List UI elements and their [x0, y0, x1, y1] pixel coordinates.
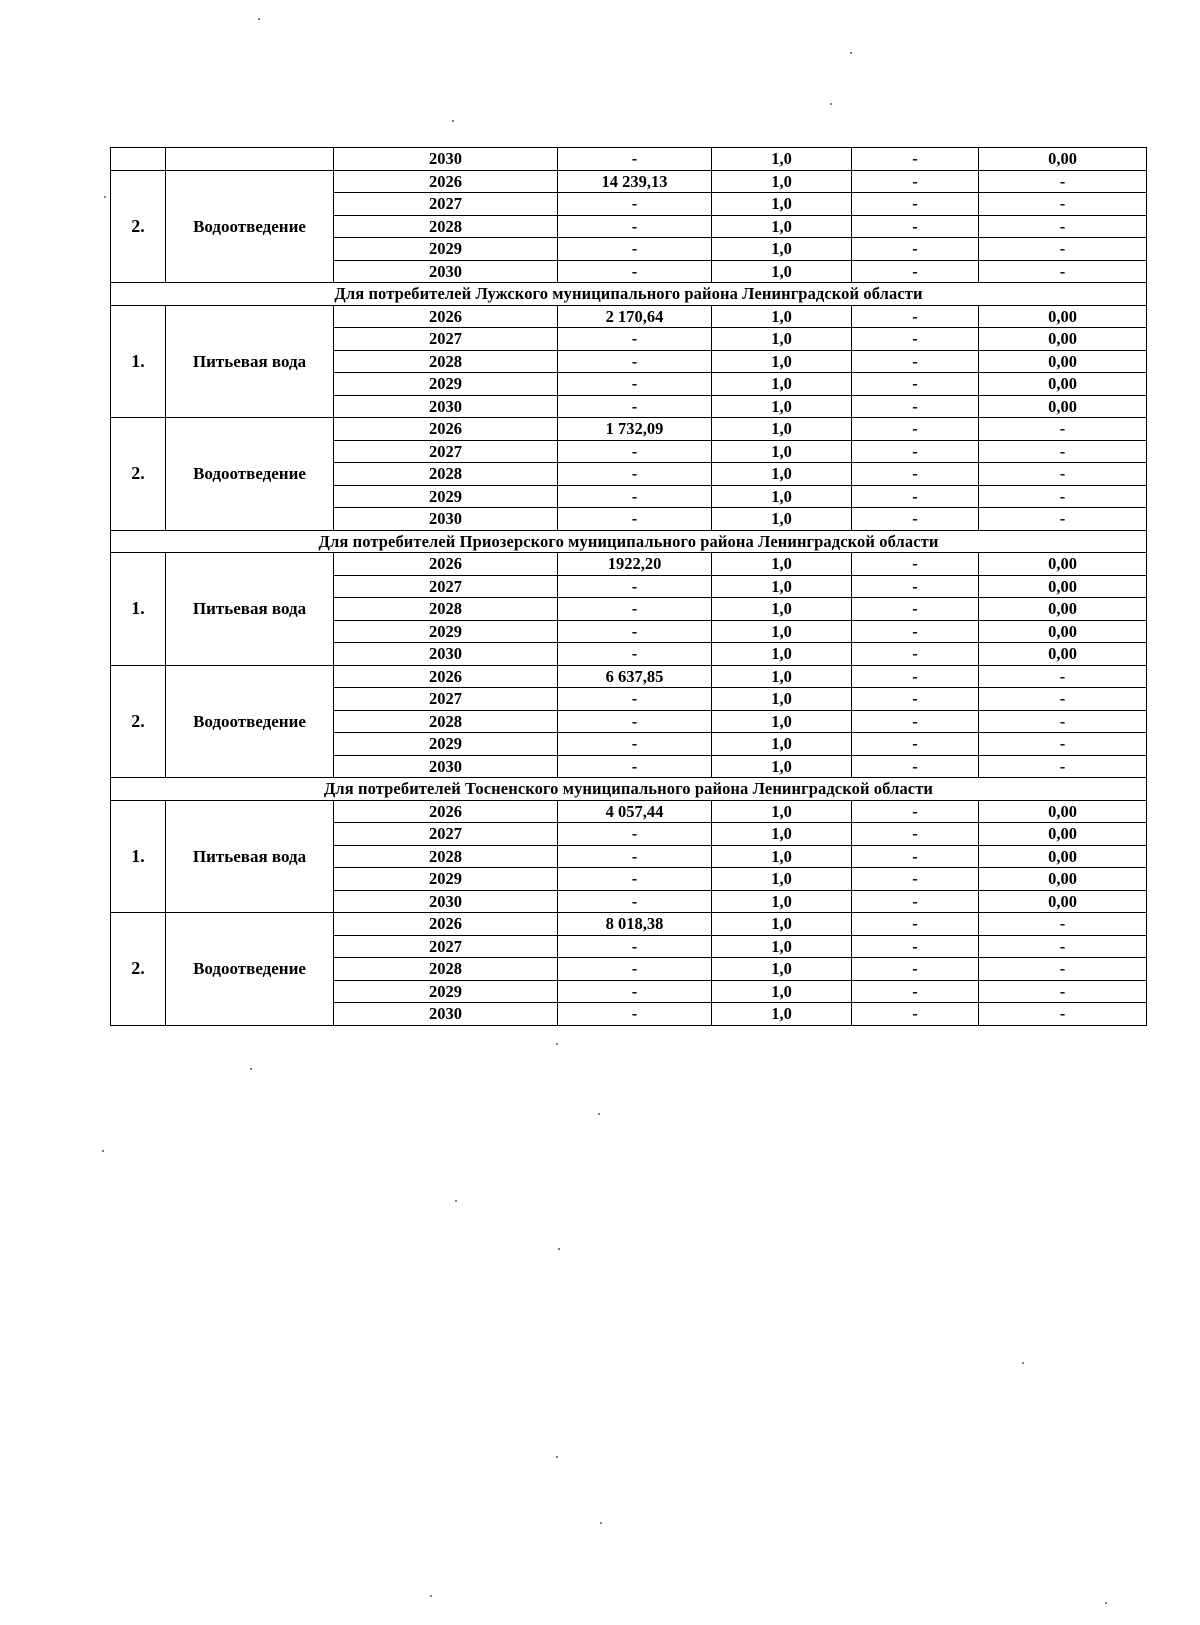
- year-cell: 2030: [334, 395, 558, 418]
- value-cell-c4: 0,00: [979, 373, 1147, 396]
- year-cell: 2029: [334, 868, 558, 891]
- value-cell-c1: -: [558, 980, 712, 1003]
- value-cell-c1: -: [558, 260, 712, 283]
- value-cell-c4: 0,00: [979, 575, 1147, 598]
- scan-speck: [1105, 1602, 1107, 1604]
- value-cell-c1: -: [558, 485, 712, 508]
- value-cell-c4: -: [979, 193, 1147, 216]
- value-cell-c2: 1,0: [712, 845, 852, 868]
- value-cell-c1: -: [558, 215, 712, 238]
- value-cell-c4: 0,00: [979, 823, 1147, 846]
- value-cell-c1: -: [558, 688, 712, 711]
- value-cell-c1: -: [558, 395, 712, 418]
- year-cell: 2029: [334, 733, 558, 756]
- year-cell: 2026: [334, 305, 558, 328]
- value-cell-c1: -: [558, 463, 712, 486]
- year-cell: 2027: [334, 935, 558, 958]
- table-row: [111, 665, 1147, 688]
- value-cell-c4: -: [979, 980, 1147, 1003]
- value-cell-c3: -: [852, 755, 979, 778]
- value-cell-c4: -: [979, 733, 1147, 756]
- value-cell-c1: -: [558, 935, 712, 958]
- value-cell-c2: 1,0: [712, 733, 852, 756]
- section-header-row: [111, 530, 1147, 553]
- value-cell-c4: 0,00: [979, 553, 1147, 576]
- value-cell-c3: -: [852, 463, 979, 486]
- value-cell-c3: -: [852, 170, 979, 193]
- value-cell-c2: 1,0: [712, 440, 852, 463]
- value-cell-c3: -: [852, 935, 979, 958]
- value-cell-c3: -: [852, 395, 979, 418]
- value-cell-c3: -: [852, 440, 979, 463]
- item-number: 1.: [111, 553, 166, 666]
- table-row: [111, 553, 1147, 576]
- value-cell-c3: -: [852, 823, 979, 846]
- value-cell-c3: -: [852, 350, 979, 373]
- service-name: Водоотведение: [166, 418, 334, 531]
- year-cell: 2026: [334, 913, 558, 936]
- scan-speck: [556, 1456, 558, 1458]
- value-cell-c1: -: [558, 328, 712, 351]
- tariff-table: [110, 147, 1147, 1026]
- year-cell: 2030: [334, 260, 558, 283]
- table-row: [111, 913, 1147, 936]
- value-cell-c1: -: [558, 890, 712, 913]
- value-cell-c2: 1,0: [712, 620, 852, 643]
- value-cell-c3: -: [852, 508, 979, 531]
- year-cell: 2028: [334, 958, 558, 981]
- value-cell-c2: 1,0: [712, 418, 852, 441]
- value-cell-c1: -: [558, 440, 712, 463]
- value-cell-c4: -: [979, 1003, 1147, 1026]
- year-cell: 2027: [334, 575, 558, 598]
- value-cell-c4: 0,00: [979, 868, 1147, 891]
- value-cell-c1: 14 239,13: [558, 170, 712, 193]
- value-cell-c2: 1,0: [712, 508, 852, 531]
- value-cell-c4: -: [979, 260, 1147, 283]
- year-cell: 2029: [334, 485, 558, 508]
- table-row: [111, 418, 1147, 441]
- year-cell: 2030: [334, 1003, 558, 1026]
- value-cell-c4: -: [979, 958, 1147, 981]
- scan-speck: [250, 1068, 252, 1070]
- year-cell: 2028: [334, 463, 558, 486]
- value-cell-c3: -: [852, 665, 979, 688]
- table-row: [111, 800, 1147, 823]
- value-cell-c1: 2 170,64: [558, 305, 712, 328]
- value-cell-c3: -: [852, 215, 979, 238]
- value-cell-c2: 1,0: [712, 665, 852, 688]
- service-name: Питьевая вода: [166, 553, 334, 666]
- value-cell-c2: 1,0: [712, 553, 852, 576]
- value-cell-c2: 1,0: [712, 823, 852, 846]
- value-cell-c2: 1,0: [712, 980, 852, 1003]
- value-cell-c3: -: [852, 913, 979, 936]
- year-cell: 2027: [334, 328, 558, 351]
- value-cell-c3: -: [852, 710, 979, 733]
- value-cell-c2: 1,0: [712, 868, 852, 891]
- scan-speck: [430, 1595, 432, 1597]
- value-cell-c2: 1,0: [712, 395, 852, 418]
- value-cell-c1: -: [558, 598, 712, 621]
- year-cell: 2026: [334, 553, 558, 576]
- value-cell-c1: -: [558, 733, 712, 756]
- value-cell-c3: -: [852, 305, 979, 328]
- value-cell-c3: -: [852, 148, 979, 171]
- year-cell: 2030: [334, 643, 558, 666]
- scan-speck: [258, 18, 260, 20]
- year-cell: 2030: [334, 148, 558, 171]
- value-cell-c3: -: [852, 418, 979, 441]
- scan-speck: [850, 52, 852, 54]
- section-header-row: [111, 778, 1147, 801]
- value-cell-c4: 0,00: [979, 890, 1147, 913]
- item-number: 1.: [111, 800, 166, 913]
- value-cell-c1: -: [558, 148, 712, 171]
- value-cell-c2: 1,0: [712, 373, 852, 396]
- year-cell: 2029: [334, 238, 558, 261]
- value-cell-c2: 1,0: [712, 463, 852, 486]
- tariff-table-body: [111, 148, 1147, 1026]
- year-cell: 2029: [334, 980, 558, 1003]
- scan-speck: [556, 1043, 558, 1045]
- value-cell-c1: 6 637,85: [558, 665, 712, 688]
- value-cell-c4: -: [979, 710, 1147, 733]
- value-cell-c2: 1,0: [712, 238, 852, 261]
- item-number: 1.: [111, 305, 166, 418]
- value-cell-c3: -: [852, 800, 979, 823]
- value-cell-c2: 1,0: [712, 710, 852, 733]
- value-cell-c3: -: [852, 238, 979, 261]
- year-cell: 2027: [334, 688, 558, 711]
- value-cell-c2: 1,0: [712, 598, 852, 621]
- value-cell-c4: -: [979, 215, 1147, 238]
- scan-speck: [830, 103, 832, 105]
- scan-speck: [455, 1200, 457, 1202]
- value-cell-c2: 1,0: [712, 485, 852, 508]
- value-cell-c1: 1 732,09: [558, 418, 712, 441]
- value-cell-c3: -: [852, 1003, 979, 1026]
- value-cell-c1: -: [558, 508, 712, 531]
- value-cell-c4: 0,00: [979, 395, 1147, 418]
- item-number: 2.: [111, 665, 166, 778]
- table-row: [111, 148, 1147, 171]
- value-cell-c2: 1,0: [712, 935, 852, 958]
- value-cell-c3: -: [852, 598, 979, 621]
- scan-speck: [600, 1522, 602, 1524]
- value-cell-c2: 1,0: [712, 913, 852, 936]
- value-cell-c4: -: [979, 688, 1147, 711]
- value-cell-c3: -: [852, 643, 979, 666]
- value-cell-c3: -: [852, 328, 979, 351]
- table-row: [111, 170, 1147, 193]
- value-cell-c3: -: [852, 620, 979, 643]
- value-cell-c4: -: [979, 508, 1147, 531]
- value-cell-c2: 1,0: [712, 1003, 852, 1026]
- value-cell-c4: 0,00: [979, 800, 1147, 823]
- year-cell: 2026: [334, 170, 558, 193]
- value-cell-c4: 0,00: [979, 328, 1147, 351]
- item-number: 2.: [111, 170, 166, 283]
- value-cell-c1: -: [558, 238, 712, 261]
- value-cell-c2: 1,0: [712, 755, 852, 778]
- value-cell-c1: -: [558, 193, 712, 216]
- scan-speck: [102, 1150, 104, 1152]
- value-cell-c4: -: [979, 440, 1147, 463]
- value-cell-c4: -: [979, 463, 1147, 486]
- value-cell-c2: 1,0: [712, 170, 852, 193]
- year-cell: 2026: [334, 665, 558, 688]
- year-cell: 2030: [334, 508, 558, 531]
- value-cell-c2: 1,0: [712, 305, 852, 328]
- section-title: Для потребителей Приозерского муниципального района Ленинградской области: [111, 530, 1147, 553]
- value-cell-c4: 0,00: [979, 598, 1147, 621]
- value-cell-c4: 0,00: [979, 620, 1147, 643]
- value-cell-c2: 1,0: [712, 958, 852, 981]
- value-cell-c4: -: [979, 935, 1147, 958]
- value-cell-c4: 0,00: [979, 643, 1147, 666]
- value-cell-c4: -: [979, 913, 1147, 936]
- value-cell-c3: -: [852, 733, 979, 756]
- section-title: Для потребителей Лужского муниципального района Ленинградской области: [111, 283, 1147, 306]
- value-cell-c3: -: [852, 980, 979, 1003]
- year-cell: 2030: [334, 755, 558, 778]
- value-cell-c1: -: [558, 620, 712, 643]
- value-cell-c1: 4 057,44: [558, 800, 712, 823]
- value-cell-c1: -: [558, 373, 712, 396]
- value-cell-c1: -: [558, 868, 712, 891]
- value-cell-c2: 1,0: [712, 890, 852, 913]
- value-cell-c1: -: [558, 1003, 712, 1026]
- value-cell-c1: -: [558, 845, 712, 868]
- value-cell-c3: -: [852, 958, 979, 981]
- value-cell-c3: -: [852, 553, 979, 576]
- table-row: [111, 305, 1147, 328]
- year-cell: 2028: [334, 845, 558, 868]
- value-cell-c1: 8 018,38: [558, 913, 712, 936]
- value-cell-c2: 1,0: [712, 215, 852, 238]
- year-cell: 2026: [334, 800, 558, 823]
- year-cell: 2028: [334, 710, 558, 733]
- service-name: Питьевая вода: [166, 800, 334, 913]
- service-name: Водоотведение: [166, 913, 334, 1026]
- service-name: Питьевая вода: [166, 305, 334, 418]
- year-cell: 2027: [334, 193, 558, 216]
- value-cell-c1: -: [558, 823, 712, 846]
- year-cell: 2030: [334, 890, 558, 913]
- value-cell-c4: 0,00: [979, 148, 1147, 171]
- year-cell: 2027: [334, 823, 558, 846]
- year-cell: 2028: [334, 215, 558, 238]
- value-cell-c3: -: [852, 890, 979, 913]
- value-cell-c2: 1,0: [712, 643, 852, 666]
- value-cell-c2: 1,0: [712, 800, 852, 823]
- value-cell-c3: -: [852, 845, 979, 868]
- scan-speck: [598, 1113, 600, 1115]
- year-cell: 2028: [334, 350, 558, 373]
- value-cell-c1: -: [558, 755, 712, 778]
- value-cell-c1: -: [558, 710, 712, 733]
- value-cell-c4: 0,00: [979, 350, 1147, 373]
- value-cell-c2: 1,0: [712, 575, 852, 598]
- section-title: Для потребителей Тосненского муниципального района Ленинградской области: [111, 778, 1147, 801]
- value-cell-c1: -: [558, 958, 712, 981]
- value-cell-c3: -: [852, 688, 979, 711]
- value-cell-c2: 1,0: [712, 148, 852, 171]
- service-name: Водоотведение: [166, 665, 334, 778]
- section-header-row: [111, 283, 1147, 306]
- scan-speck: [1022, 1362, 1024, 1364]
- value-cell-c4: 0,00: [979, 845, 1147, 868]
- value-cell-c2: 1,0: [712, 350, 852, 373]
- value-cell-c1: -: [558, 350, 712, 373]
- value-cell-c2: 1,0: [712, 193, 852, 216]
- item-number: 2.: [111, 913, 166, 1026]
- value-cell-c3: -: [852, 575, 979, 598]
- value-cell-c3: -: [852, 485, 979, 508]
- value-cell-c1: -: [558, 575, 712, 598]
- scan-speck: [104, 196, 106, 198]
- value-cell-c1: -: [558, 643, 712, 666]
- year-cell: 2029: [334, 373, 558, 396]
- value-cell-c3: -: [852, 373, 979, 396]
- year-cell: 2029: [334, 620, 558, 643]
- value-cell-c4: -: [979, 238, 1147, 261]
- item-number: [111, 148, 166, 171]
- year-cell: 2026: [334, 418, 558, 441]
- value-cell-c1: 1922,20: [558, 553, 712, 576]
- value-cell-c4: -: [979, 170, 1147, 193]
- value-cell-c3: -: [852, 868, 979, 891]
- scan-speck: [558, 1248, 560, 1250]
- value-cell-c2: 1,0: [712, 328, 852, 351]
- scan-speck: [452, 120, 454, 122]
- year-cell: 2027: [334, 440, 558, 463]
- year-cell: 2028: [334, 598, 558, 621]
- value-cell-c3: -: [852, 193, 979, 216]
- value-cell-c3: -: [852, 260, 979, 283]
- value-cell-c2: 1,0: [712, 260, 852, 283]
- service-name: Водоотведение: [166, 170, 334, 283]
- value-cell-c4: 0,00: [979, 305, 1147, 328]
- item-number: 2.: [111, 418, 166, 531]
- tariff-table-sheet: [110, 147, 1146, 1026]
- value-cell-c4: -: [979, 665, 1147, 688]
- value-cell-c2: 1,0: [712, 688, 852, 711]
- value-cell-c4: -: [979, 755, 1147, 778]
- value-cell-c4: -: [979, 485, 1147, 508]
- value-cell-c4: -: [979, 418, 1147, 441]
- service-name: [166, 148, 334, 171]
